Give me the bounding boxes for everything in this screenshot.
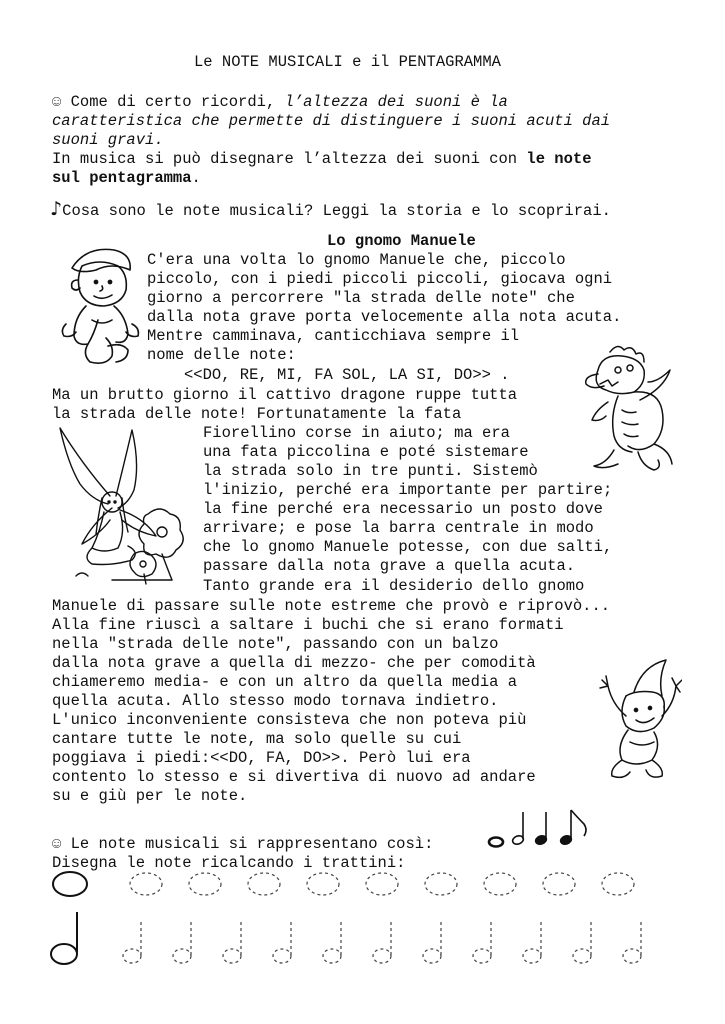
- note-symbols: [482, 806, 594, 850]
- question-line: [50, 200, 611, 220]
- quarter-note-icon: [534, 812, 547, 846]
- intro-bold: le note: [526, 150, 592, 168]
- intro-line-1: [52, 93, 508, 111]
- intro-line-2: caratteristica che permette di distinguere i suoni acuti dai: [52, 112, 611, 130]
- story-line: giorno a percorrere "la strada delle note" che: [147, 289, 575, 307]
- story-line: contento lo stesso e si divertiva di nuovo ad andare: [52, 768, 536, 786]
- story-line: su e giù per le note.: [52, 787, 248, 805]
- story-line: quella acuta. Allo stesso modo tornava indietro.: [52, 692, 499, 710]
- music-note-icon: ♪: [50, 198, 63, 220]
- story-line: C'era una volta lo gnomo Manuele che, piccolo: [147, 251, 566, 269]
- story-line: Manuele di passare sulle note estreme che provò e riprovò...: [52, 597, 611, 615]
- whole-note-icon: [489, 838, 503, 847]
- story-line: la fine perché era necessario un posto dove: [203, 500, 603, 518]
- intro-line-4: [52, 150, 592, 168]
- question-text: Cosa sono le note musicali? Leggi la storia e lo scoprirai.: [62, 202, 611, 220]
- story-heading: Lo gnomo Manuele: [327, 232, 476, 250]
- story-line: nome delle note:: [147, 346, 296, 364]
- story-line: che lo gnomo Manuele potesse, con due salti,: [203, 538, 613, 556]
- story-line: dalla nota grave porta velocemente alla nota acuta.: [147, 308, 622, 326]
- tracing-whole-notes: [50, 866, 670, 902]
- intro-bold-2: sul pentagramma: [52, 169, 192, 187]
- intro-text: In musica si può disegnare l’altezza dei suoni con: [52, 150, 527, 168]
- instruction-line: Disegna le note ricalcando i trattini:: [52, 854, 406, 872]
- smiley-icon: ☺: [52, 835, 62, 853]
- tracing-half-notes: [50, 908, 670, 968]
- intro-text-normal: Come di certo ricordi,: [70, 93, 285, 111]
- story-line: Tanto grande era il desiderio dello gnomo: [203, 577, 585, 595]
- story-line: Mentre camminava, canticchiava sempre il: [147, 327, 520, 345]
- story-line: <<DO, RE, MI, FA SOL, LA SI, DO>> .: [184, 366, 510, 384]
- intro-period: .: [191, 169, 201, 187]
- intro-line-5: [52, 169, 201, 187]
- story-line: dalla nota grave a quella di mezzo- che per comodità: [52, 654, 536, 672]
- story-line: L'unico inconveniente consisteva che non poteva più: [52, 711, 527, 729]
- story-line: Alla fine riuscì a saltare i buchi che si erano formati: [52, 616, 564, 634]
- fairy-illustration: [52, 424, 192, 588]
- intro-text-italic: l’altezza dei suoni è la: [284, 93, 508, 111]
- story-line: Ma un brutto giorno il cattivo dragone ruppe tutta: [52, 386, 518, 404]
- intro-line-3: suoni gravi.: [52, 131, 164, 149]
- story-line: poggiava i piedi:<<DO, FA, DO>>. Però lui era: [52, 749, 471, 767]
- story-line: arrivare; e pose la barra centrale in modo: [203, 519, 594, 537]
- story-line: Fiorellino corse in aiuto; ma era: [203, 424, 510, 442]
- story-line: una fata piccolina e poté sistemare: [203, 443, 529, 461]
- story-line: chiameremo media- e con un altro da quella media a: [52, 673, 518, 691]
- story-line: passare dalla nota grave a quella acuta.: [203, 557, 576, 575]
- page-title: Le NOTE MUSICALI e il PENTAGRAMMA: [194, 53, 501, 71]
- story-line: nella "strada delle note", passando con un balzo: [52, 635, 499, 653]
- smiley-icon: ☺: [52, 93, 62, 111]
- notes-text: Le note musicali si rappresentano così:: [70, 835, 434, 853]
- story-line: la strada delle note! Fortunatamente la fata: [52, 405, 462, 423]
- gnome-jumping-illustration: [596, 656, 682, 784]
- notes-line: [52, 835, 433, 853]
- story-line: la strada solo in tre punti. Sistemò: [203, 462, 538, 480]
- dragon-illustration: [578, 340, 674, 480]
- gnome-sitting-illustration: [52, 238, 144, 370]
- half-note-icon: [511, 812, 524, 846]
- eighth-note-icon: [559, 810, 586, 846]
- story-line: cantare tutte le note, ma solo quelle su cui: [52, 730, 462, 748]
- story-line: l'inizio, perché era importante per partire;: [203, 481, 613, 499]
- story-line: piccolo, con i piedi piccoli piccoli, giocava ogni: [147, 270, 613, 288]
